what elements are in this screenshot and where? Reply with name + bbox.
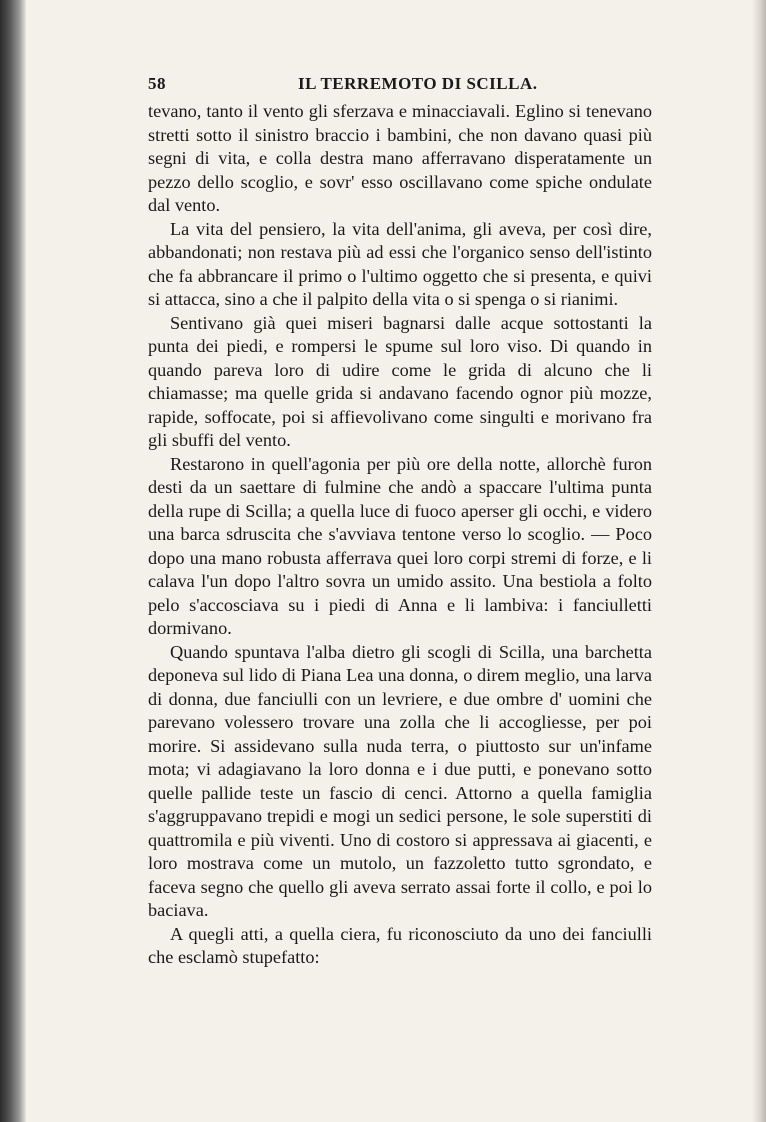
running-title: IL TERREMOTO DI SCILLA. (298, 74, 538, 93)
page-edge (752, 0, 766, 1122)
paragraph: Sentivano già quei miseri bagnarsi dalle acque sottostanti la punta dei piedi, e rompersi le spume sul loro viso. Di quando in quando pareva loro di udire come le grida di alcuno che li chiamasse; ma quelle grida si andavano facendo ognor più mozze, rapide, soffocate, poi si affievolivano come singulti e morivano fra gli sbuffi del vento. (148, 312, 652, 450)
book-page (148, 74, 652, 970)
paragraph: Restarono in quell'agonia per più ore della notte, allorchè furon desti da un saettare di fulmine che andò a spaccare l'ultima punta della rupe di Scilla; a quella luce di fuoco aperser gli occhi, e videro una barca sdruscita che s'avviava tentone verso lo scoglio. — Poco dopo una mano robusta afferrava quei loro corpi stremi di forze, e li calava l'un dopo l'altro sovra un umido assito. Una bestiola a folto pelo s'accosciava su i piedi di Anna e li lambiva: i fanciulletti dormivano. (148, 453, 652, 638)
paragraph: A quegli atti, a quella ciera, fu riconosciuto da uno dei fanciulli che esclamò stupefatto: (148, 923, 652, 967)
paragraph: Quando spuntava l'alba dietro gli scogli di Scilla, una barchetta deponeva sul lido di Piana Lea una donna, o direm meglio, una larva di donna, due fanciulli con un levriere, e due ombre d' uomini che parevano volessero trovare una zolla che li accogliesse, per poi morire. Si assidevano sulla nuda terra, o piuttosto sur un'infame mota; vi adagiavano la loro donna e i due putti, e ponevano sotto quelle pallide teste un fascio di cenci. Attorno a quella famiglia s'aggruppavano trepidi e mogi un sedici persone, le sole superstiti di quattromila e più viventi. Uno di costoro si appressava ai giacenti, e loro mostrava come un mutolo, un fazzoletto tutto sgrondato, e faceva segno che quello gli aveva serrato assai forte il collo, e poi lo baciava. (148, 641, 652, 920)
book-gutter (0, 0, 26, 1122)
page-number: 58 (148, 74, 166, 93)
page-header (148, 74, 652, 100)
paragraph: La vita del pensiero, la vita dell'anima, gli aveva, per così dire, abbandonati; non restava più ad essi che l'organico senso dell'istinto che fa abbrancare il primo o l'ultimo oggetto che si presenta, e quivi si attacca, sino a che il palpito della vita o si spenga o si rianimi. (148, 218, 652, 309)
body-text (148, 100, 652, 970)
paragraph: tevano, tanto il vento gli sferzava e minacciavali. Eglino si tenevano stretti sotto il sinistro braccio i bambini, che non davano quasi più segni di vita, e colla destra mano afferravano disperatamente un pezzo dello scoglio, e sovr' esso oscillavano come spiche ondulate dal vento. (148, 101, 652, 215)
